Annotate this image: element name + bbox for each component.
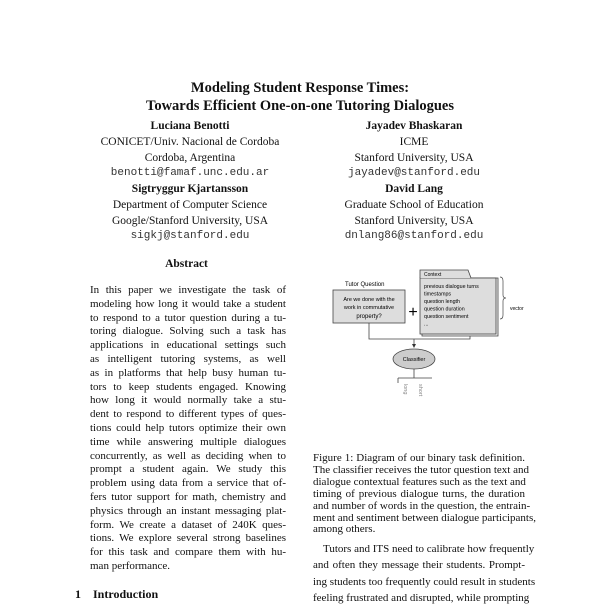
classifier-label: Classifier [402, 357, 426, 363]
author-name: Luciana Benotti [150, 120, 230, 132]
author-block [300, 182, 528, 245]
text-line: tions could help tutors optimize their own [90, 421, 286, 434]
context-item: previous dialogue turns [424, 284, 479, 290]
author-name: Jayadev Bhaskaran [365, 120, 463, 132]
text-line: In this paper we investigate the task of [90, 284, 286, 296]
text-line: dialogue contextual features such as the text and [313, 475, 526, 488]
context-item: question duration [424, 306, 465, 313]
text-line: and often they message their students. Prompt- [313, 559, 525, 572]
brace [500, 277, 506, 319]
text-line: applications in educational settings such [90, 339, 286, 352]
author-affiliation: Graduate School of Education [344, 198, 484, 211]
text-line: prompt a student again. We study this [90, 463, 286, 476]
author-block [300, 119, 528, 182]
intro-paragraph [313, 541, 536, 606]
figure-caption [313, 452, 536, 536]
output-short: short [417, 384, 423, 397]
question-text: property? [356, 314, 382, 320]
text-line: Tutors and ITS need to calibrate how frequently [323, 543, 535, 555]
section-title: Introduction [93, 587, 159, 601]
abstract-heading: Abstract [165, 258, 208, 270]
tutor-question-label: Tutor Question [345, 282, 385, 288]
text-line: for this task and compare them with hu- [90, 546, 286, 559]
author-block [75, 182, 305, 245]
author-affiliation: Stanford University, USA [354, 214, 474, 227]
author-affiliation: Department of Computer Science [112, 198, 268, 211]
context-item: question sentiment [424, 314, 469, 320]
abstract-text [90, 284, 286, 574]
figure-diagram [300, 265, 540, 415]
text-line: Figure 1: Diagram of our binary task definition. [313, 452, 525, 464]
text-line: and number of words in the question, the entrain- [313, 499, 531, 512]
context-item: timestamps [424, 291, 452, 298]
text-line: modeling how long it would take a student [90, 297, 286, 310]
context-label: Context [424, 272, 442, 278]
text-line: physics through an instant messaging plat- [90, 504, 286, 517]
author-affiliation: Google/Stanford University, USA [111, 214, 269, 227]
title-line-2: Towards Efficient One-on-one Tutoring Dialogues [145, 98, 455, 114]
author-affiliation: Stanford University, USA [354, 151, 474, 164]
text-line: ment and sentiment between dialogue participants, [313, 511, 536, 524]
text-line: time while answering multiple dialogues [90, 435, 286, 448]
text-line: tions. We explore several strong baselines [90, 532, 286, 545]
text-line: how long it would normally take a stu- [90, 394, 286, 407]
text-line: feeling frustrated and disrupted, while prompting [313, 591, 530, 604]
author-name: David Lang [385, 183, 443, 195]
plus-sign: + [408, 304, 418, 321]
author-email: dnlang86@stanford.edu [344, 230, 484, 243]
text-line: as in platforms that help busy human tu- [90, 366, 286, 379]
author-email: jayadev@stanford.edu [347, 167, 481, 180]
author-block [75, 119, 305, 182]
text-line: concurrently, as well as deciding when to [90, 449, 286, 462]
vector-label: vector [510, 306, 524, 312]
author-name: Sigtryggur Kjartansson [131, 183, 249, 195]
title-line-1: Modeling Student Response Times: [190, 80, 410, 96]
text-line: timing of previous dialogue turns, the duration [313, 487, 525, 500]
text-line: as intelligent tutoring systems, as well [90, 352, 286, 365]
text-line: to respond to a tutor question during a tu- [90, 311, 286, 324]
text-line: ing students too frequently could result in students [313, 575, 536, 588]
section-number: 1 [75, 587, 81, 601]
text-line: man performance. [90, 559, 171, 572]
author-email: benotti@famaf.unc.edu.ar [110, 167, 270, 180]
text-line: The classifier receives the tutor question text and [313, 463, 529, 476]
context-item: ... [424, 321, 429, 328]
text-line: tors to keep students engaged. Knowing [90, 380, 286, 393]
question-text: work in commutative [343, 305, 395, 311]
text-line: toring dialogue. Solving such a task has [90, 325, 286, 338]
text-line: problem using data from a service that of- [90, 477, 286, 490]
author-affiliation: Cordoba, Argentina [144, 151, 236, 164]
text-line: dent to respond to different types of ques- [90, 408, 286, 421]
output-long: long [402, 384, 408, 395]
author-email: sigkj@stanford.edu [130, 230, 250, 243]
text-line: among others. [313, 523, 376, 536]
text-line: form. We create a dataset of 240K ques- [90, 518, 286, 531]
paper-title [0, 79, 600, 115]
context-item: question length [424, 299, 460, 305]
author-affiliation: ICME [399, 135, 429, 148]
question-text: Are we done with the [343, 297, 395, 303]
text-line: fers tutor support for math, chemistry and [90, 490, 286, 503]
author-affiliation: CONICET/Univ. Nacional de Cordoba [100, 135, 280, 148]
